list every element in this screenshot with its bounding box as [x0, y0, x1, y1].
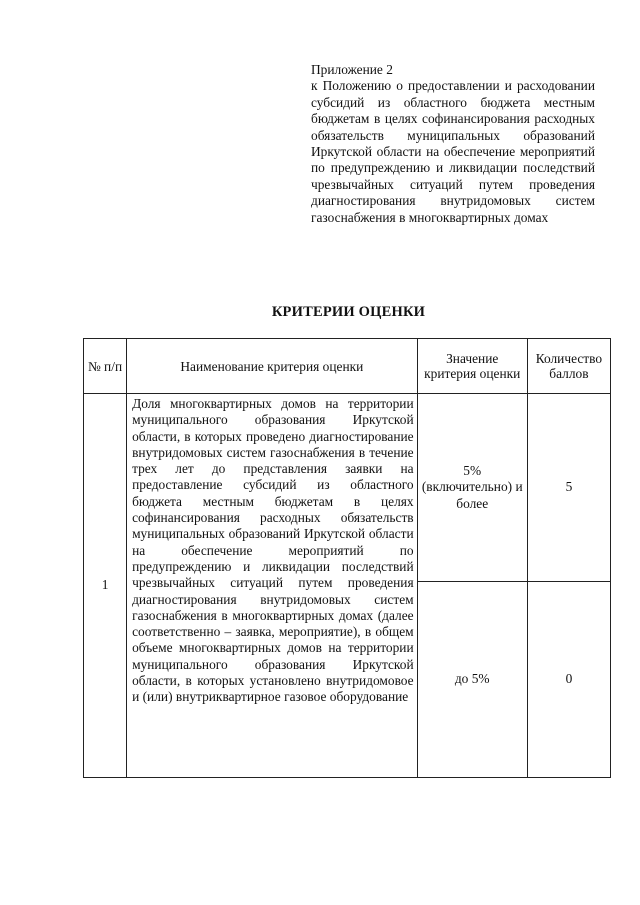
row-number: 1: [84, 394, 127, 778]
criteria-table: [83, 338, 611, 778]
points-low: 0: [527, 582, 610, 778]
appendix-block: [311, 62, 595, 226]
appendix-label: Приложение 2: [311, 62, 393, 77]
criterion-value-low: до 5%: [417, 582, 527, 778]
header-name: Наименование критерия оценки: [127, 339, 418, 394]
criterion-text: Доля многоквартирных домов на территории муниципального образования Иркутской области, в которых проведено диагностирование внутридомовых систем газоснабжения в течение трех лет до представления заявки на предоставление субсидий из областного бюджета местным бюджетам в целях софинансирования расходных обязательств муниципальных образований Иркутской области на обеспечение мероприятий по предупреждению и ликвидации последствий чрезвычайных ситуаций путем проведения диагностирования внутридомовых систем газоснабжения в многоквартирных домах (далее соответственно – заявка, мероприятие), в общем объеме многоквартирных домов на территории муниципального образования Иркутской области, в которых установлено внутридомовое и (или) внутриквартирное газовое оборудование: [127, 394, 418, 778]
document-title: КРИТЕРИИ ОЦЕНКИ: [271, 304, 426, 320]
points-high: 5: [527, 394, 610, 582]
criterion-value-high: 5% (включительно) и более: [417, 394, 527, 582]
appendix-text: к Положению о предоставлении и расходовании субсидий из областного бюджета местным бюджетам в целях софинансирования расходных обязательств муниципальных образований Иркутской области на обеспечение мероприятий по предупреждению и ликвидации последствий чрезвычайных ситуаций путем проведения диагностирования внутридомовых систем газоснабжения в многоквартирных домах: [311, 78, 595, 225]
table-row: [84, 394, 611, 582]
header-num: № п/п: [84, 339, 127, 394]
header-points: Количество баллов: [527, 339, 610, 394]
table-header-row: [84, 339, 611, 394]
header-value: Значение критерия оценки: [417, 339, 527, 394]
